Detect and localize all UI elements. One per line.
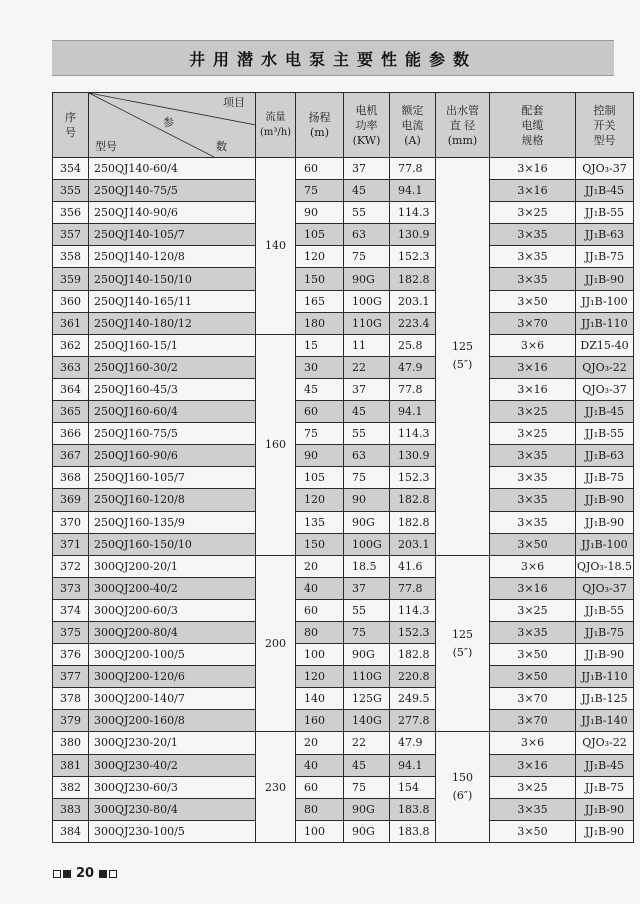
row-seq: 374: [53, 599, 89, 621]
row-head: 45: [296, 378, 344, 400]
row-current: 77.8: [390, 158, 436, 180]
row-power: 90G: [344, 511, 390, 533]
row-power: 75: [344, 621, 390, 643]
row-cable: 3×35: [490, 224, 576, 246]
row-current: 47.9: [390, 732, 436, 754]
table-row: [53, 732, 634, 754]
row-cable: 3×35: [490, 621, 576, 643]
square-filled-icon: [63, 870, 71, 878]
pipe-group-cell: [436, 158, 490, 556]
row-seq: 369: [53, 489, 89, 511]
row-power: 90G: [344, 798, 390, 820]
row-power: 45: [344, 401, 390, 423]
row-model: 250QJ140-120/8: [89, 246, 256, 268]
row-power: 100G: [344, 533, 390, 555]
row-switch: JJ₁B-90: [576, 798, 634, 820]
row-cable: 3×16: [490, 158, 576, 180]
table-row: [53, 467, 634, 489]
row-switch: JJ₁B-45: [576, 401, 634, 423]
pipe-group-cell: [436, 732, 490, 842]
row-model: 300QJ230-60/3: [89, 776, 256, 798]
row-current: 41.6: [390, 555, 436, 577]
row-seq: 355: [53, 180, 89, 202]
row-model: 300QJ200-120/6: [89, 666, 256, 688]
row-model: 250QJ140-60/4: [89, 158, 256, 180]
row-cable: 3×70: [490, 312, 576, 334]
row-current: 114.3: [390, 599, 436, 621]
row-power: 22: [344, 356, 390, 378]
row-current: 114.3: [390, 423, 436, 445]
row-power: 110G: [344, 312, 390, 334]
row-model: 300QJ200-20/1: [89, 555, 256, 577]
row-current: 77.8: [390, 378, 436, 400]
row-head: 150: [296, 533, 344, 555]
row-current: 114.3: [390, 202, 436, 224]
table-row: [53, 224, 634, 246]
table-row: [53, 334, 634, 356]
row-model: 300QJ230-40/2: [89, 754, 256, 776]
header-diagonal: [89, 93, 256, 158]
flow-group-cell: 140: [256, 158, 296, 335]
row-cable: 3×35: [490, 798, 576, 820]
row-current: 94.1: [390, 401, 436, 423]
row-power: 55: [344, 423, 390, 445]
row-model: 300QJ200-140/7: [89, 688, 256, 710]
row-power: 90G: [344, 820, 390, 842]
row-power: 45: [344, 180, 390, 202]
performance-table: [52, 92, 634, 843]
row-cable: 3×50: [490, 644, 576, 666]
row-model: 250QJ160-150/10: [89, 533, 256, 555]
table-row: [53, 180, 634, 202]
table-row: [53, 533, 634, 555]
row-switch: JJ₁B-90: [576, 511, 634, 533]
row-power: 75: [344, 776, 390, 798]
table-row: [53, 268, 634, 290]
row-switch: QJO₃-37: [576, 158, 634, 180]
row-head: 100: [296, 644, 344, 666]
row-seq: 381: [53, 754, 89, 776]
pipe-inch: (5″): [452, 645, 473, 659]
header-head: 扬程 (m): [296, 93, 344, 158]
table-row: [53, 489, 634, 511]
row-cable: 3×50: [490, 666, 576, 688]
row-model: 250QJ140-90/6: [89, 202, 256, 224]
header-switch: 控制 开关 型号: [576, 93, 634, 158]
row-switch: QJO₃-37: [576, 378, 634, 400]
row-model: 300QJ230-80/4: [89, 798, 256, 820]
row-head: 105: [296, 467, 344, 489]
row-head: 120: [296, 666, 344, 688]
row-current: 152.3: [390, 467, 436, 489]
row-current: 277.8: [390, 710, 436, 732]
row-current: 130.9: [390, 445, 436, 467]
row-model: 250QJ160-135/9: [89, 511, 256, 533]
row-head: 20: [296, 555, 344, 577]
square-outline-icon: [53, 870, 61, 878]
flow-group-cell: 200: [256, 555, 296, 732]
row-current: 94.1: [390, 754, 436, 776]
header-diag-param: 参: [163, 116, 174, 129]
table-row: [53, 798, 634, 820]
row-head: 90: [296, 445, 344, 467]
page-number: 20: [76, 866, 95, 881]
row-current: 130.9: [390, 224, 436, 246]
row-current: 182.8: [390, 268, 436, 290]
row-head: 180: [296, 312, 344, 334]
square-outline-icon: [109, 870, 117, 878]
row-seq: 375: [53, 621, 89, 643]
row-seq: 379: [53, 710, 89, 732]
row-switch: JJ₁B-100: [576, 533, 634, 555]
table-row: [53, 555, 634, 577]
pipe-mm: 125: [452, 340, 473, 354]
row-cable: 3×16: [490, 378, 576, 400]
row-seq: 354: [53, 158, 89, 180]
row-current: 249.5: [390, 688, 436, 710]
pipe-inch: (5″): [452, 358, 473, 372]
row-head: 140: [296, 688, 344, 710]
row-head: 60: [296, 401, 344, 423]
row-head: 15: [296, 334, 344, 356]
row-switch: JJ₁B-63: [576, 445, 634, 467]
table-row: [53, 511, 634, 533]
table-row: [53, 401, 634, 423]
header-pipe: 出水管 直 径 (mm): [436, 93, 490, 158]
row-seq: 376: [53, 644, 89, 666]
row-power: 63: [344, 224, 390, 246]
row-power: 37: [344, 378, 390, 400]
row-switch: JJ₁B-90: [576, 268, 634, 290]
row-switch: JJ₁B-75: [576, 467, 634, 489]
row-power: 37: [344, 158, 390, 180]
row-head: 150: [296, 268, 344, 290]
row-switch: JJ₁B-45: [576, 180, 634, 202]
row-switch: QJO₃-18.5: [576, 555, 634, 577]
flow-group-cell: 160: [256, 334, 296, 555]
row-seq: 363: [53, 356, 89, 378]
row-power: 63: [344, 445, 390, 467]
row-power: 75: [344, 467, 390, 489]
row-switch: JJ₁B-110: [576, 312, 634, 334]
page-footer: [52, 866, 118, 881]
row-cable: 3×35: [490, 467, 576, 489]
table-row: [53, 423, 634, 445]
row-head: 120: [296, 246, 344, 268]
row-power: 45: [344, 754, 390, 776]
table-row: [53, 356, 634, 378]
row-model: 250QJ160-105/7: [89, 467, 256, 489]
row-switch: JJ₁B-140: [576, 710, 634, 732]
row-power: 22: [344, 732, 390, 754]
row-power: 11: [344, 334, 390, 356]
table-row: [53, 577, 634, 599]
header-row: [53, 93, 634, 158]
row-seq: 358: [53, 246, 89, 268]
row-seq: 377: [53, 666, 89, 688]
row-model: 300QJ230-100/5: [89, 820, 256, 842]
row-power: 125G: [344, 688, 390, 710]
row-head: 60: [296, 776, 344, 798]
row-seq: 362: [53, 334, 89, 356]
row-power: 75: [344, 246, 390, 268]
row-current: 182.8: [390, 644, 436, 666]
row-seq: 366: [53, 423, 89, 445]
header-seq: 序 号: [53, 93, 89, 158]
row-cable: 3×25: [490, 423, 576, 445]
row-model: 250QJ160-15/1: [89, 334, 256, 356]
table-row: [53, 820, 634, 842]
row-seq: 372: [53, 555, 89, 577]
row-head: 100: [296, 820, 344, 842]
table-row: [53, 688, 634, 710]
header-power: 电机 功率 (KW): [344, 93, 390, 158]
row-cable: 3×35: [490, 489, 576, 511]
row-switch: JJ₁B-55: [576, 423, 634, 445]
table-row: [53, 621, 634, 643]
flow-group-cell: 230: [256, 732, 296, 842]
row-head: 165: [296, 290, 344, 312]
row-switch: JJ₁B-90: [576, 644, 634, 666]
header-cable: 配套 电缆 规格: [490, 93, 576, 158]
row-seq: 371: [53, 533, 89, 555]
square-filled-icon: [99, 870, 107, 878]
row-model: 300QJ200-60/3: [89, 599, 256, 621]
row-seq: 365: [53, 401, 89, 423]
row-head: 75: [296, 180, 344, 202]
row-cable: 3×25: [490, 202, 576, 224]
row-model: 250QJ140-75/5: [89, 180, 256, 202]
table-row: [53, 312, 634, 334]
row-head: 160: [296, 710, 344, 732]
pipe-mm: 125: [452, 627, 473, 641]
table-row: [53, 202, 634, 224]
row-seq: 361: [53, 312, 89, 334]
row-current: 47.9: [390, 356, 436, 378]
row-current: 182.8: [390, 489, 436, 511]
table-row: [53, 754, 634, 776]
row-cable: 3×35: [490, 246, 576, 268]
row-current: 183.8: [390, 798, 436, 820]
row-head: 40: [296, 754, 344, 776]
row-seq: 368: [53, 467, 89, 489]
row-switch: JJ₁B-90: [576, 820, 634, 842]
row-cable: 3×6: [490, 732, 576, 754]
row-seq: 367: [53, 445, 89, 467]
row-current: 183.8: [390, 820, 436, 842]
pipe-inch: (6″): [452, 789, 473, 803]
row-power: 37: [344, 577, 390, 599]
row-model: 300QJ200-80/4: [89, 621, 256, 643]
row-current: 152.3: [390, 246, 436, 268]
table-row: [53, 710, 634, 732]
row-model: 250QJ140-180/12: [89, 312, 256, 334]
row-head: 80: [296, 798, 344, 820]
row-head: 90: [296, 202, 344, 224]
row-cable: 3×50: [490, 533, 576, 555]
row-seq: 370: [53, 511, 89, 533]
row-current: 94.1: [390, 180, 436, 202]
row-current: 223.4: [390, 312, 436, 334]
table-row: [53, 599, 634, 621]
row-power: 18.5: [344, 555, 390, 577]
row-model: 250QJ140-165/11: [89, 290, 256, 312]
row-model: 250QJ140-150/10: [89, 268, 256, 290]
row-seq: 383: [53, 798, 89, 820]
row-model: 250QJ160-45/3: [89, 378, 256, 400]
row-head: 30: [296, 356, 344, 378]
header-flow: 流量 (m³/h): [256, 93, 296, 158]
row-model: 250QJ160-90/6: [89, 445, 256, 467]
row-power: 55: [344, 599, 390, 621]
row-model: 300QJ200-100/5: [89, 644, 256, 666]
row-head: 135: [296, 511, 344, 533]
row-switch: JJ₁B-100: [576, 290, 634, 312]
title-banner: [52, 40, 614, 76]
row-current: 77.8: [390, 577, 436, 599]
table-row: [53, 246, 634, 268]
page-title: 井用潜水电泵主要性能参数: [188, 49, 477, 69]
row-switch: JJ₁B-55: [576, 599, 634, 621]
row-cable: 3×25: [490, 599, 576, 621]
row-model: 250QJ160-30/2: [89, 356, 256, 378]
row-seq: 384: [53, 820, 89, 842]
row-switch: JJ₁B-75: [576, 776, 634, 798]
row-head: 80: [296, 621, 344, 643]
row-cable: 3×25: [490, 401, 576, 423]
pipe-mm: 150: [452, 771, 473, 785]
table-body: [53, 158, 634, 843]
table-row: [53, 290, 634, 312]
row-model: 250QJ140-105/7: [89, 224, 256, 246]
row-power: 110G: [344, 666, 390, 688]
row-head: 105: [296, 224, 344, 246]
row-switch: QJO₃-22: [576, 356, 634, 378]
row-current: 182.8: [390, 511, 436, 533]
row-cable: 3×6: [490, 555, 576, 577]
row-model: 300QJ230-20/1: [89, 732, 256, 754]
row-switch: JJ₁B-110: [576, 666, 634, 688]
row-model: 250QJ160-75/5: [89, 423, 256, 445]
row-seq: 364: [53, 378, 89, 400]
row-model: 250QJ160-120/8: [89, 489, 256, 511]
row-power: 90: [344, 489, 390, 511]
row-cable: 3×16: [490, 180, 576, 202]
row-power: 90G: [344, 644, 390, 666]
table-row: [53, 378, 634, 400]
header-diag-model: 型号: [95, 140, 117, 153]
header-diag-item: 项目: [223, 96, 245, 109]
table-row: [53, 445, 634, 467]
row-switch: JJ₁B-75: [576, 621, 634, 643]
pipe-group-cell: [436, 555, 490, 732]
row-switch: QJO₃-37: [576, 577, 634, 599]
header-diag-count: 数: [216, 140, 227, 153]
row-switch: JJ₁B-55: [576, 202, 634, 224]
row-seq: 382: [53, 776, 89, 798]
row-cable: 3×35: [490, 268, 576, 290]
row-cable: 3×50: [490, 290, 576, 312]
header-current: 额定 电流 (A): [390, 93, 436, 158]
row-head: 20: [296, 732, 344, 754]
row-head: 40: [296, 577, 344, 599]
row-switch: JJ₁B-90: [576, 489, 634, 511]
row-head: 75: [296, 423, 344, 445]
row-model: 300QJ200-40/2: [89, 577, 256, 599]
row-current: 203.1: [390, 290, 436, 312]
row-seq: 373: [53, 577, 89, 599]
row-seq: 359: [53, 268, 89, 290]
row-cable: 3×6: [490, 334, 576, 356]
table-row: [53, 158, 634, 180]
row-switch: DZ15-40: [576, 334, 634, 356]
row-model: 250QJ160-60/4: [89, 401, 256, 423]
row-seq: 380: [53, 732, 89, 754]
row-current: 154: [390, 776, 436, 798]
row-current: 25.8: [390, 334, 436, 356]
row-head: 60: [296, 158, 344, 180]
row-switch: JJ₁B-125: [576, 688, 634, 710]
row-cable: 3×16: [490, 754, 576, 776]
row-model: 300QJ200-160/8: [89, 710, 256, 732]
row-switch: JJ₁B-75: [576, 246, 634, 268]
row-cable: 3×70: [490, 710, 576, 732]
row-head: 60: [296, 599, 344, 621]
row-seq: 378: [53, 688, 89, 710]
table-row: [53, 666, 634, 688]
row-power: 55: [344, 202, 390, 224]
row-power: 90G: [344, 268, 390, 290]
row-power: 100G: [344, 290, 390, 312]
row-cable: 3×16: [490, 356, 576, 378]
row-head: 120: [296, 489, 344, 511]
row-cable: 3×35: [490, 445, 576, 467]
row-cable: 3×50: [490, 820, 576, 842]
row-current: 203.1: [390, 533, 436, 555]
row-cable: 3×70: [490, 688, 576, 710]
table-row: [53, 644, 634, 666]
row-power: 140G: [344, 710, 390, 732]
row-cable: 3×16: [490, 577, 576, 599]
row-cable: 3×25: [490, 776, 576, 798]
row-switch: JJ₁B-63: [576, 224, 634, 246]
row-seq: 357: [53, 224, 89, 246]
row-switch: QJO₃-22: [576, 732, 634, 754]
row-current: 220.8: [390, 666, 436, 688]
row-seq: 356: [53, 202, 89, 224]
row-switch: JJ₁B-45: [576, 754, 634, 776]
table-row: [53, 776, 634, 798]
row-current: 152.3: [390, 621, 436, 643]
row-seq: 360: [53, 290, 89, 312]
row-cable: 3×35: [490, 511, 576, 533]
